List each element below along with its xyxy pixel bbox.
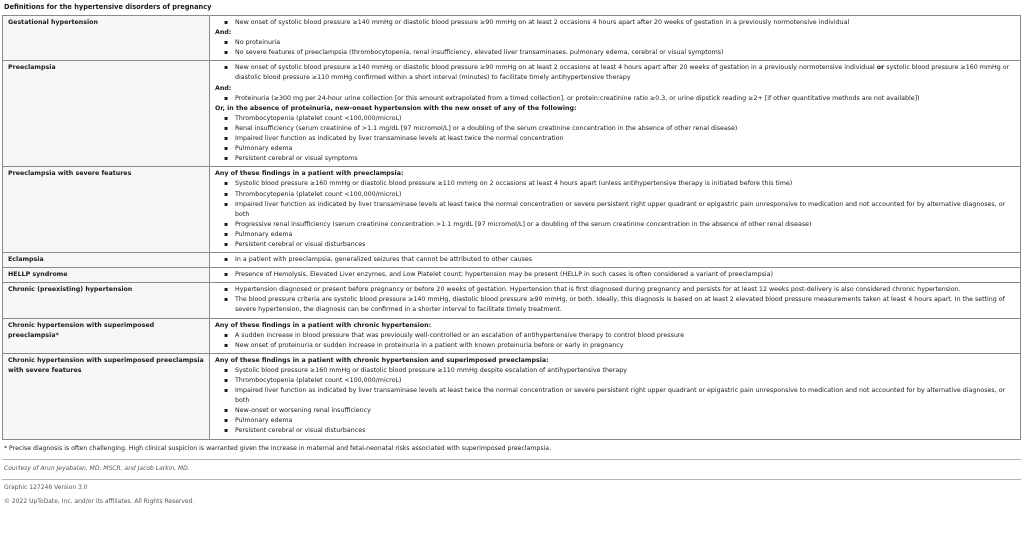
list-item: ▪ Impaired liver function as indicated by liver transaminase levels at least twice the normal concentration or severe persistent right upper quadrant or epigastric pain unresponsive to medication and not accounted for by alternative diagnoses, or both [235,200,1016,220]
list-item: ▪ Impaired liver function as indicated by liver transaminase levels at least twice the normal concentration or severe persistent right upper quadrant or epigastric pain unresponsive to medication and not accounted for by alternative diagnoses, or both [235,386,1016,406]
table-row [3,253,1021,268]
term-cell: HELLP syndrome [3,268,210,283]
list-item: ▪ Thrombocytopenia (platelet count <100,000/microL) [235,114,1016,124]
term-cell: Chronic hypertension with superimposed preeclampsia* [3,318,210,353]
term-cell: Preeclampsia with severe features [3,167,210,253]
definition-cell [210,353,1021,439]
term-cell: Chronic hypertension with superimposed preeclampsia with severe features [3,353,210,439]
connector-label: And: [215,29,232,37]
definition-cell [210,167,1021,253]
term-cell: Gestational hypertension [3,16,210,61]
table-row [3,318,1021,353]
group-lead: Any of these findings in a patient with chronic hypertension: [215,321,432,329]
table-title: Definitions for the hypertensive disorders of pregnancy [4,3,212,11]
list-item: ▪ Systolic blood pressure ≥160 mmHg or diastolic blood pressure ≥110 mmHg on 2 occasions at least 4 hours apart (unless antihypertensive therapy is initiated before this time) [235,179,1016,189]
sub-list-item: ▪ The blood pressure criteria are systolic blood pressure ≥140 mmHg, diastolic blood pressure ≥90 mmHg, or both. Ideally, this diagnosis is based on at least 2 elevated blood pressure measurements taken at least 4 hours apart. In the setting of severe hypertension, the diagnosis can be confirmed in a shorter interval to facilitate timely treatment. [235,295,1016,315]
list-item: ▪ New onset of systolic blood pressure ≥140 mmHg or diastolic blood pressure ≥90 mmHg on at least 2 occasions 4 hours apart after 20 weeks of gestation in a previously normotensive individual [235,18,1016,28]
list-item: ▪ New onset of proteinuria or sudden increase in proteinuria in a patient with known proteinuria before or early in pregnancy [235,341,1016,351]
list-item: ▪ Progressive renal insufficiency (serum creatinine concentration >1.1 mg/dL [97 micromol/L] or a doubling of the serum creatinine concentration in the absence of other renal disease) [235,220,1016,230]
list-item: ▪ Persistent cerebral or visual disturbances [235,426,1016,436]
list-item: ▪ Thrombocytopenia (platelet count <100,000/microL) [235,376,1016,386]
emphasis-or: or [876,64,885,72]
definition-cell [210,283,1021,318]
list-item: ▪ Pulmonary edema [235,416,1016,426]
courtesy-credit: Courtesy of Arun Jeyabalan, MD, MSCR, and Jacob Larkin, MD. [4,464,190,472]
definition-cell [210,318,1021,353]
graphic-version: Graphic 127246 Version 3.0 [4,483,88,491]
list-item: ▪ Persistent cerebral or visual symptoms [235,154,1016,164]
list-item: ▪ Thrombocytopenia (platelet count <100,000/microL) [235,190,1016,200]
list-item: ▪ Proteinuria (≥300 mg per 24-hour urine collection [or this amount extrapolated from a timed collection], or protein:creatinine ratio ≥0.3, or urine dipstick reading ≥2+ [if other quantitative methods are not available]) [235,94,1016,104]
table-row [3,167,1021,253]
definition-cell [210,16,1021,61]
term-cell: Preeclampsia [3,61,210,167]
list-item: ▪ Systolic blood pressure ≥160 mmHg or diastolic blood pressure ≥110 mmHg despite escalation of antihypertensive therapy [235,366,1016,376]
group-lead: Any of these findings in a patient with chronic hypertension and superimposed preeclampsia: [215,356,549,364]
group-lead: Any of these findings in a patient with preeclampsia: [215,170,404,178]
table-row [3,61,1021,167]
table-row [3,268,1021,283]
list-item: ▪ Pulmonary edema [235,230,1016,240]
list-item: ▪ A sudden increase in blood pressure that was previously well-controlled or an escalation of antihypertensive therapy to control blood pressure [235,331,1016,341]
list-item: ▪ No proteinuria [235,38,1016,48]
list-item [235,63,1016,83]
table-row [3,353,1021,439]
list-item: ▪ In a patient with preeclampsia, generalized seizures that cannot be attributed to other causes [235,255,1016,265]
copyright-notice: © 2022 UpToDate, Inc. and/or its affiliates. All Rights Reserved. [4,497,195,505]
table-row [3,16,1021,61]
definition-cell [210,253,1021,268]
table-row [3,283,1021,318]
list-item: ▪ No severe features of preeclampsia (thrombocytopenia, renal insufficiency, elevated liver transaminases, pulmonary edema, cerebral or visual symptoms) [235,48,1016,58]
list-item: ▪ Impaired liver function as indicated by liver transaminase levels at least twice the normal concentration [235,134,1016,144]
connector-label: Or, in the absence of proteinuria, new-onset hypertension with the new onset of any of the following: [215,104,577,112]
list-item: ▪ Presence of Hemolysis, Elevated Liver enzymes, and Low Platelet count; hypertension may be present (HELLP in such cases is often considered a variant of preeclampsia) [235,270,1016,280]
connector-label: And: [215,84,232,92]
definitions-table [2,15,1021,440]
list-item: ▪ Renal insufficiency (serum creatinine of >1.1 mg/dL [97 micromol/L] or a doubling of the serum creatinine concentration in the absence of other renal disease) [235,124,1016,134]
list-item: ▪ Hypertension diagnosed or present before pregnancy or before 20 weeks of gestation. Hypertension that is first diagnosed during pregnancy and persists for at least 12 weeks post-delivery is also considered chronic hypertension. [235,285,1016,295]
text-segment: New onset of systolic blood pressure ≥140 mmHg or diastolic blood pressure ≥90 mmHg on at least 2 occasions at least 4 hours apart after 20 weeks of gestation in a previously normotensive individual [235,64,877,72]
term-cell: Eclampsia [3,253,210,268]
definition-cell [210,61,1021,167]
definition-cell [210,268,1021,283]
term-cell: Chronic (preexisting) hypertension [3,283,210,318]
list-item: ▪ New-onset or worsening renal insufficiency [235,406,1016,416]
list-item: ▪ Pulmonary edema [235,144,1016,154]
footnote: * Precise diagnosis is often challenging. High clinical suspicion is warranted given the increase in maternal and fetal-neonatal risks associated with superimposed preeclampsia. [4,444,552,452]
text-segment: systolic blood pressure ≥160 mmHg or diastolic blood pressure ≥110 mmHg confirmed within a short interval (minutes) to facilitate timely antihypertensive therapy [235,64,1010,82]
list-item: ▪ Persistent cerebral or visual disturbances [235,240,1016,250]
